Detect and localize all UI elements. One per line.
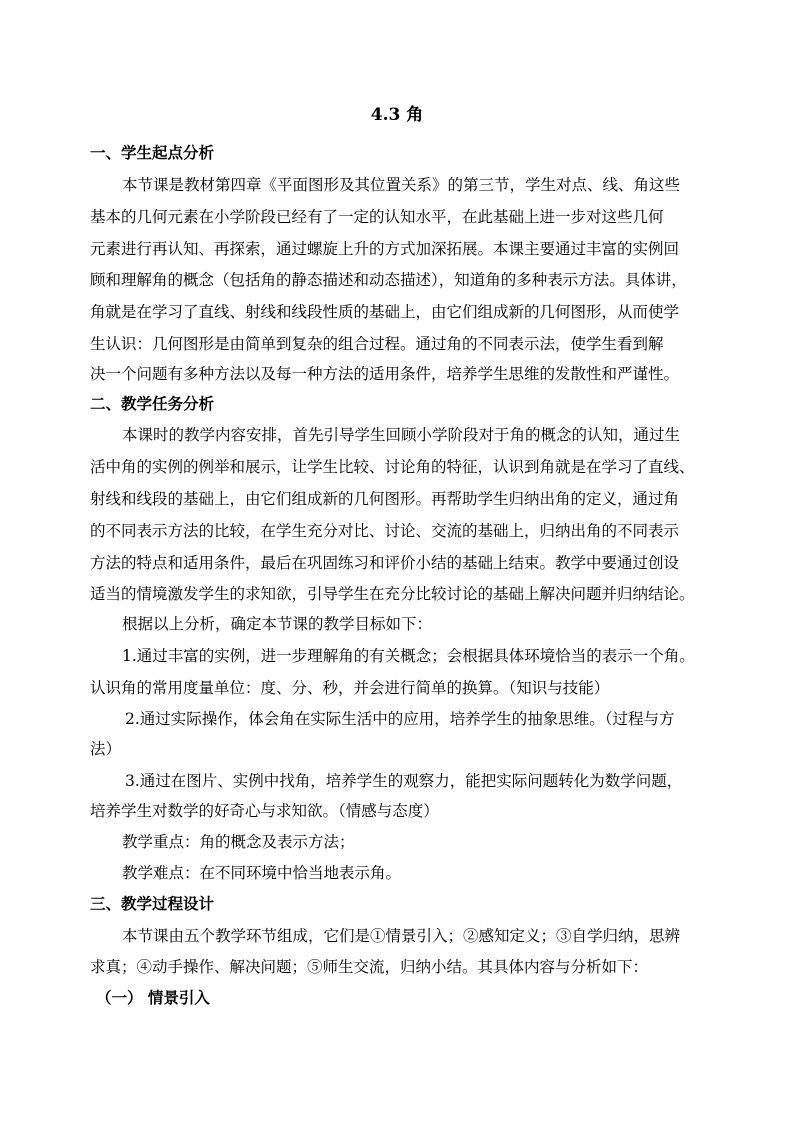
paragraph-line: 射线和线段的基础上，由它们组成新的几何图形。再帮助学生归纳出角的定义，通过角 — [90, 490, 680, 508]
paragraph-line: 活中角的实例的例举和展示，让学生比较、讨论角的特征，认识到角就是在学习了直线、 — [90, 458, 695, 476]
objective-line: 法） — [90, 740, 122, 758]
paragraph-line: 的不同表示方法的比较，在学生充分对比、讨论、交流的基础上，归纳出角的不同表示 — [90, 522, 680, 540]
paragraph-line: 元素进行再认知、再探索，通过螺旋上升的方式加深拓展。本课主要通过丰富的实例回 — [90, 240, 680, 258]
paragraph-line: 生认识：几何图形是由简单到复杂的组合过程。通过角的不同表示法，使学生看到解 — [90, 335, 664, 353]
paragraph-line: 本课时的教学内容安排，首先引导学生回顾小学阶段对于角的概念的认知，通过生 — [122, 426, 681, 444]
objective-line: 2.通过实际操作，体会角在实际生活中的应用，培养学生的抽象思维。（过程与方 — [125, 710, 675, 728]
subsection-heading: （一） 情景引入 — [96, 988, 210, 1007]
paragraph-line: 决一个问题有多种方法以及每一种方法的适用条件，培养学生思维的发散性和严谨性。 — [90, 365, 680, 383]
objective-line: 3.通过在图片、实例中找角，培养学生的观察力，能把实际问题转化为数学问题， — [125, 772, 683, 790]
page-title: 4.3 角 — [370, 105, 424, 125]
paragraph-line: 基本的几何元素在小学阶段已经有了一定的认知水平，在此基础上进一步对这些几何 — [90, 208, 664, 226]
objective-line: 认识角的常用度量单位：度、分、秒，并会进行简单的换算。（知识与技能） — [90, 679, 610, 697]
objective-line: 1.通过丰富的实例，进一步理解角的有关概念；会根据具体环境恰当的表示一个角。 — [122, 647, 695, 665]
section-heading: 三、教学过程设计 — [90, 894, 215, 913]
key-point-line: 教学重点：角的概念及表示方法； — [122, 833, 355, 851]
paragraph-line: 适当的情境激发学生的求知欲，引导学生在充分比较讨论的基础上解决问题并归纳结论。 — [90, 585, 695, 603]
paragraph-line: 根据以上分析，确定本节课的教学目标如下： — [122, 615, 433, 633]
paragraph-line: 角就是在学习了直线、射线和线段性质的基础上，由它们组成新的几何图形，从而使学 — [90, 303, 680, 321]
section-heading: 二、教学任务分析 — [90, 394, 215, 413]
paragraph-line: 求真；④动手操作、解决问题；⑤师生交流，归纳小结。其具体内容与分析如下： — [90, 958, 649, 976]
paragraph-line: 本节课由五个教学环节组成，它们是①情景引入；②感知定义；③自学归纳，思辨 — [122, 927, 681, 945]
section-heading: 一、学生起点分析 — [90, 143, 215, 162]
difficulty-line: 教学难点：在不同环境中恰当地表示角。 — [122, 864, 402, 882]
paragraph-line: 顾和理解角的概念（包括角的静态描述和动态描述），知道角的多种表示方法。具体讲， — [90, 271, 687, 289]
paragraph-line: 本节课是教材第四章《平面图形及其位置关系》的第三节，学生对点、线、角这些 — [122, 176, 681, 194]
objective-line: 培养学生对数学的好奇心与求知欲。（情感与态度） — [90, 802, 439, 820]
paragraph-line: 方法的特点和适用条件，最后在巩固练习和评价小结的基础上结束。教学中要通过创设 — [90, 554, 680, 572]
